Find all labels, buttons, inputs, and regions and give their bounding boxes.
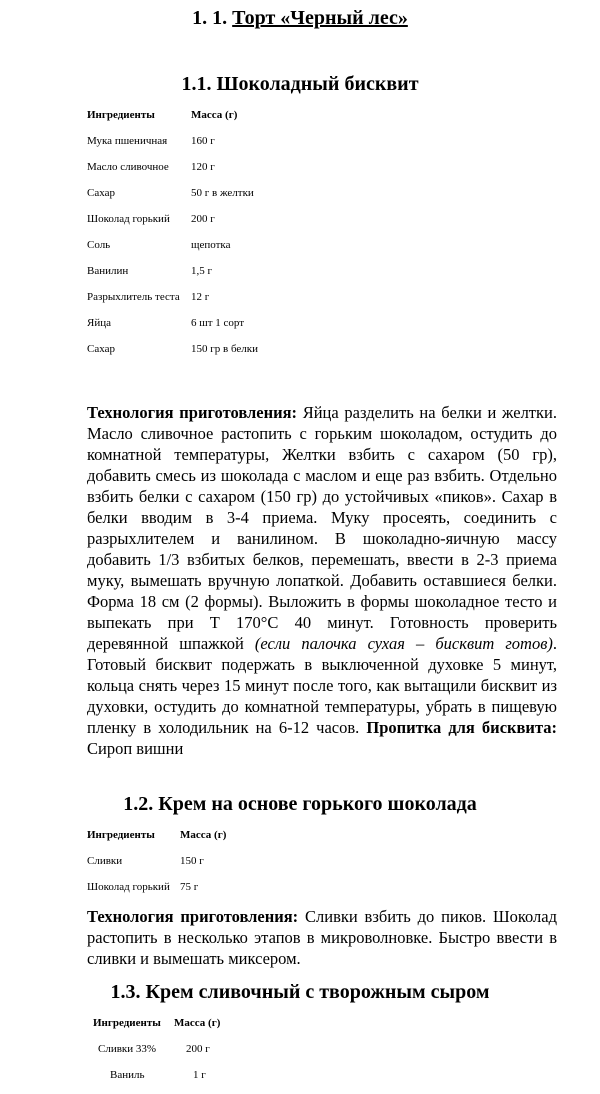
table-row (87, 186, 258, 212)
table-row (87, 342, 258, 368)
table-row (93, 1042, 220, 1068)
ingredient-mass: 150 гр в белки (191, 343, 259, 355)
table-row (87, 134, 258, 160)
technology-paragraph-sponge (87, 402, 557, 759)
section-heading-chocolate-cream: 1.2. Крем на основе горького шоколада (123, 793, 477, 815)
ingredient-mass: 200 г (186, 1043, 210, 1055)
technology-label: Технология приготовления: (87, 403, 298, 422)
ingredient-name: Сахар (87, 343, 115, 355)
soak-label: Пропитка для бисквита: (366, 718, 557, 737)
ingredient-name: Соль (87, 239, 111, 251)
technology-text: Сливки взбить до пиков. Шоколад растопить в несколько этапов в микроволновке. Быстро ввести в сливки и вымешать миксером. (87, 907, 557, 968)
ingredient-mass: 150 г (180, 855, 204, 867)
table-header-mass: Масса (г) (191, 109, 238, 121)
table-row (87, 160, 258, 186)
ingredient-name: Шоколад горький (87, 213, 170, 225)
table-header-ingredient: Ингредиенты (87, 109, 155, 121)
table-row (87, 880, 226, 906)
table-row (87, 264, 258, 290)
ingredient-name: Шоколад горький (87, 881, 170, 893)
ingredient-mass: 160 г (191, 135, 215, 147)
table-header-mass: Масса (г) (174, 1017, 221, 1029)
recipe-name: Торт «Черный лес» (232, 7, 408, 29)
ingredient-mass: 120 г (191, 161, 215, 173)
recipe-number: 1. 1. (192, 7, 228, 29)
ingredients-table-chocolate-cream (87, 828, 226, 906)
ingredient-mass: 12 г (191, 291, 210, 303)
ingredient-name: Сахар (87, 187, 115, 199)
technology-paragraph-chocolate-cream (87, 906, 557, 969)
ingredient-mass: щепотка (191, 239, 231, 251)
ingredient-mass: 1,5 г (191, 265, 213, 277)
recipe-title (0, 5, 600, 31)
ingredient-mass: 200 г (191, 213, 215, 225)
technology-label: Технология приготовления: (87, 907, 299, 926)
table-row (87, 212, 258, 238)
table-header-ingredient: Ингредиенты (93, 1017, 161, 1029)
ingredient-mass: 6 шт 1 сорт (191, 317, 245, 329)
ingredient-name: Ванилин (87, 265, 129, 277)
technology-text-continued: . Готовый бисквит подержать в выключенной духовке 5 минут, кольца снять через 15 минут после того, как вытащили бисквит из духовки, остудить до комнатной температуры, убрать в пищевую пленку в холодильник на 6-12 часов. (87, 634, 557, 737)
section-heading-cream-cheese: 1.3. Крем сливочный с творожным сыром (110, 981, 490, 1003)
table-row (87, 290, 258, 316)
table-row (87, 238, 258, 264)
technology-text: Яйца разделить на белки и желтки. Масло сливочное растопить с горьким шоколадом, остудить до комнатной температуры, Желтки взбить с сахаром (50 гр), добавить смесь из шоколада с маслом и еще раз взбить. Отдельно взбить белки с сахаром (150 гр) до устойчивых «пиков». Сахар в белки вводим в 3-4 приема. Муку просеять, соединить с разрыхлителем и ванилином. В шоколадно-яичную массу добавить 1/3 взбитых белков, перемешать, ввести в 2-3 приема муку, вымешать вручную лопаткой. Добавить оставшиеся белки. Форма 18 см (2 формы). Выложить в формы шоколадное тесто и выпекать при Т 170°С 40 минут. Готовность проверить деревянной шпажкой (87, 403, 557, 653)
table-header-ingredient: Ингредиенты (87, 829, 155, 841)
ingredients-table-sponge (87, 108, 258, 368)
soak-text: Сироп вишни (87, 739, 184, 758)
ingredient-name: Масло сливочное (87, 161, 169, 173)
table-header-row (87, 828, 226, 854)
table-row (87, 316, 258, 342)
technology-note: (если палочка сухая – бисквит готов) (254, 634, 553, 653)
section-heading-sponge: 1.1. Шоколадный бисквит (181, 73, 419, 95)
table-row (93, 1068, 220, 1094)
ingredients-table-cream-cheese (93, 1016, 220, 1094)
ingredient-name: Яйца (87, 317, 111, 329)
table-header-row (93, 1016, 220, 1042)
ingredient-name: Ваниль (110, 1069, 145, 1081)
ingredient-name: Сливки 33% (98, 1043, 157, 1055)
table-header-row (87, 108, 258, 134)
ingredient-name: Мука пшеничная (87, 135, 168, 147)
ingredient-name: Разрыхлитель теста (87, 291, 180, 303)
table-row (87, 854, 226, 880)
table-header-mass: Масса (г) (180, 829, 227, 841)
ingredient-mass: 50 г в желтки (191, 187, 254, 199)
ingredient-mass: 75 г (180, 881, 199, 893)
ingredient-mass: 1 г (193, 1069, 206, 1081)
ingredient-name: Сливки (87, 855, 123, 867)
